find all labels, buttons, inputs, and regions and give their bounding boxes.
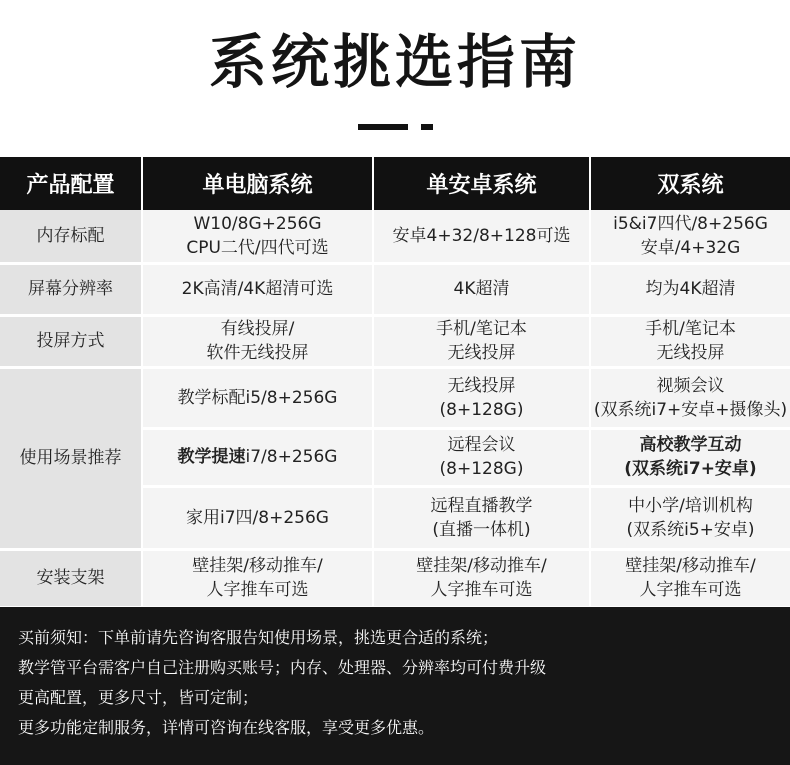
header-single-android: 单安卓系统 (373, 157, 590, 210)
cell-scenario1-pc: 教学标配i5/8+256G (142, 367, 373, 428)
cell-scenario1-dual: 视频会议 (双系统i7+安卓+摄像头) (590, 367, 790, 428)
cell-scenario2-dual: 高校教学互动 (双系统i7+安卓) (590, 428, 790, 486)
row-label-memory: 内存标配 (0, 210, 142, 263)
note-line: 更高配置，更多尺寸，皆可定制； (18, 688, 259, 707)
cell-scenario3-android: 远程直播教学 (直播一体机) (373, 486, 590, 549)
page-title: 系统挑选指南 (208, 28, 581, 96)
cell-resolution-pc: 2K高清/4K超清可选 (142, 263, 373, 315)
cell-scenario2-android: 远程会议 (8+128G) (373, 428, 590, 486)
system-comparison-table (0, 157, 790, 609)
cell-memory-android: 安卓4+32/8+128可选 (373, 210, 590, 263)
cell-scenario1-android: 无线投屏 (8+128G) (373, 367, 590, 428)
note-line: 买前须知：下单前请先咨询客服告知使用场景，挑选更合适的系统； (18, 628, 499, 647)
cell-memory-dual: i5&i7四代/8+256G 安卓/4+32G (590, 210, 790, 263)
title-underline-short (421, 124, 433, 130)
table-header-row (0, 157, 790, 210)
table-row-mount (0, 549, 790, 607)
cell-memory-pc: W10/8G+256G CPU二代/四代可选 (142, 210, 373, 263)
table-row-resolution (0, 263, 790, 315)
row-label-casting: 投屏方式 (0, 315, 142, 367)
cell-resolution-dual: 均为4K超清 (590, 263, 790, 315)
cell-scenario3-pc: 家用i7四/8+256G (142, 486, 373, 549)
header-config: 产品配置 (0, 157, 142, 210)
title-underline-long (358, 124, 408, 130)
cell-casting-android: 手机/笔记本 无线投屏 (373, 315, 590, 367)
table-row-memory (0, 210, 790, 263)
row-label-resolution: 屏幕分辨率 (0, 263, 142, 315)
row-label-mount: 安装支架 (0, 549, 142, 607)
cell-mount-dual: 壁挂架/移动推车/ 人字推车可选 (590, 549, 790, 607)
purchase-notes-panel (0, 607, 790, 765)
cell-scenario2-pc: 教学提速i7/8+256G (142, 428, 373, 486)
row-label-scenario: 使用场景推荐 (0, 367, 142, 549)
cell-mount-pc: 壁挂架/移动推车/ 人字推车可选 (142, 549, 373, 607)
note-line: 教学管平台需客户自己注册购买账号；内存、处理器、分辨率均可付费升级 (18, 658, 547, 677)
header-dual-system: 双系统 (590, 157, 790, 210)
header-single-pc: 单电脑系统 (142, 157, 373, 210)
cell-mount-android: 壁挂架/移动推车/ 人字推车可选 (373, 549, 590, 607)
cell-casting-pc: 有线投屏/ 软件无线投屏 (142, 315, 373, 367)
cell-casting-dual: 手机/笔记本 无线投屏 (590, 315, 790, 367)
table-row-casting (0, 315, 790, 367)
cell-resolution-android: 4K超清 (373, 263, 590, 315)
cell-scenario3-dual: 中小学/培训机构 (双系统i5+安卓) (590, 486, 790, 549)
note-line: 更多功能定制服务，详情可咨询在线客服，享受更多优惠。 (18, 718, 435, 737)
table-row-scenario-1 (0, 367, 790, 428)
